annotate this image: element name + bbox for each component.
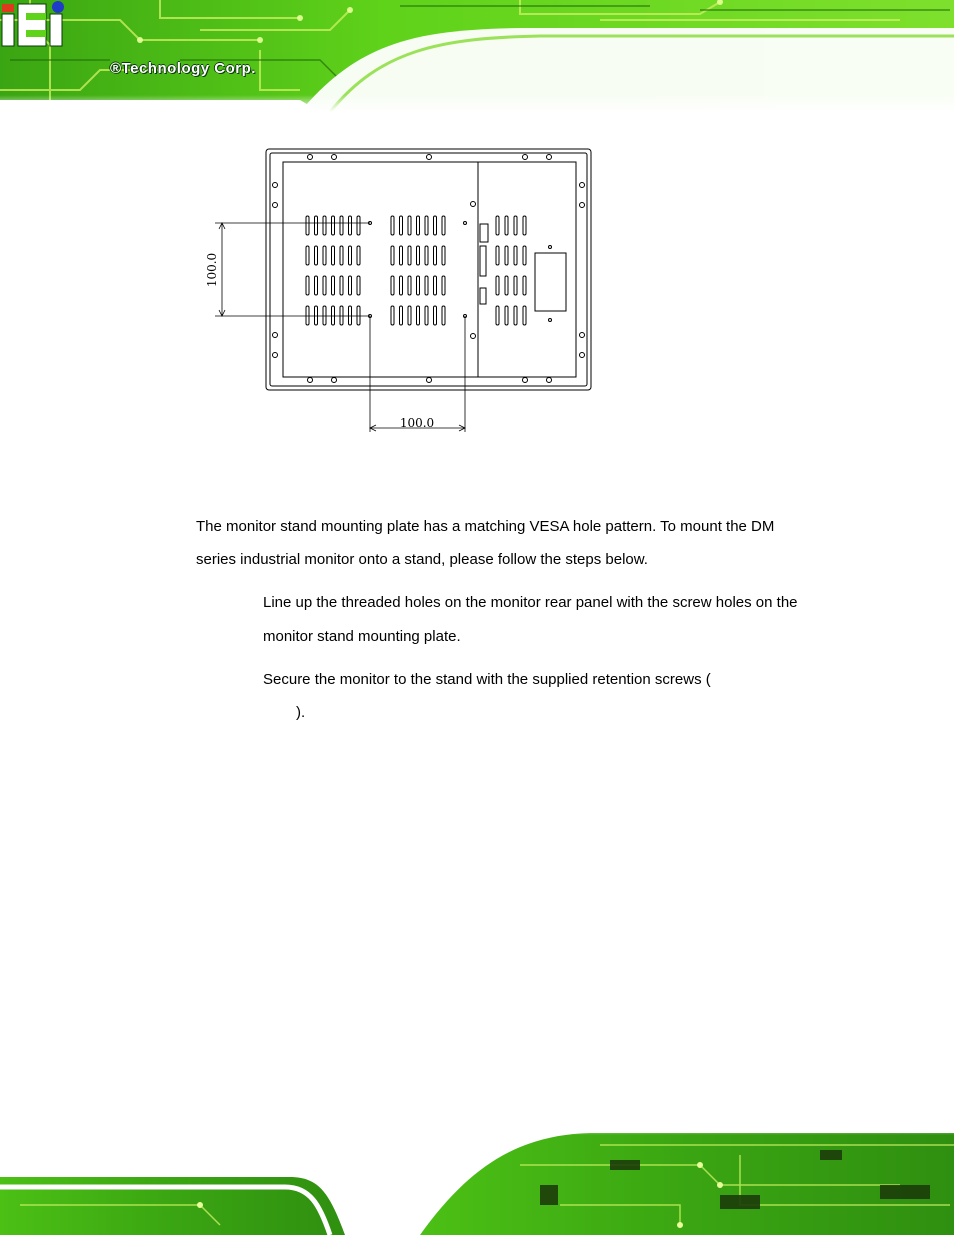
vent-slot bbox=[315, 276, 318, 295]
vent-slot bbox=[349, 306, 352, 325]
vent-slot bbox=[434, 246, 437, 265]
vent-slot bbox=[523, 306, 526, 325]
vent-slot bbox=[340, 276, 343, 295]
page-footer bbox=[0, 1125, 954, 1235]
vent-slot bbox=[357, 246, 360, 265]
vent-slot bbox=[323, 276, 326, 295]
rear-panel-drawing bbox=[200, 140, 600, 440]
vent-slot bbox=[408, 216, 411, 235]
vent-slot bbox=[417, 276, 420, 295]
intro-line-1: The monitor stand mounting plate has a matching VESA hole pattern. To mount the DM bbox=[196, 518, 775, 535]
vent-slot bbox=[357, 306, 360, 325]
vent-slot bbox=[408, 276, 411, 295]
vent-slot bbox=[340, 306, 343, 325]
vent-slot bbox=[408, 246, 411, 265]
vent-slot bbox=[505, 216, 508, 235]
vent-slot bbox=[434, 276, 437, 295]
vent-slot bbox=[340, 216, 343, 235]
vent-slot bbox=[315, 216, 318, 235]
pcb-footer-banner bbox=[0, 1125, 954, 1235]
vent-slot bbox=[357, 216, 360, 235]
vent-slot bbox=[323, 216, 326, 235]
step-2-line-1: Secure the monitor to the stand with the supplied retention screws ( bbox=[263, 671, 711, 688]
iei-logo-icon bbox=[0, 0, 70, 50]
vent-slot bbox=[332, 306, 335, 325]
step-1-line-1: Line up the threaded holes on the monitor rear panel with the screw holes on the bbox=[263, 594, 798, 611]
horizontal-dimension-label: 100.0 bbox=[399, 416, 435, 430]
vent-slot bbox=[442, 246, 445, 265]
vent-slot bbox=[391, 246, 394, 265]
step-2-line-2: ). bbox=[296, 704, 306, 721]
vent-slot bbox=[306, 216, 309, 235]
vent-slot bbox=[523, 276, 526, 295]
vent-slot bbox=[505, 306, 508, 325]
vent-slot bbox=[323, 306, 326, 325]
vent-slot bbox=[306, 276, 309, 295]
vent-slot bbox=[496, 306, 499, 325]
vent-slot bbox=[514, 246, 517, 265]
vent-slot bbox=[514, 306, 517, 325]
vent-slot bbox=[349, 246, 352, 265]
vent-slot bbox=[357, 276, 360, 295]
vent-slot bbox=[306, 246, 309, 265]
vent-slot bbox=[425, 306, 428, 325]
vent-slot bbox=[332, 276, 335, 295]
vent-slot bbox=[417, 306, 420, 325]
vent-slot bbox=[349, 276, 352, 295]
vent-slot bbox=[434, 216, 437, 235]
rear-panel bbox=[283, 162, 576, 377]
step-1-line-2: monitor stand mounting plate. bbox=[263, 628, 461, 645]
vent-slot bbox=[332, 246, 335, 265]
vent-slot bbox=[442, 306, 445, 325]
vent-slot bbox=[442, 216, 445, 235]
ventilation-slots bbox=[306, 216, 526, 325]
vent-slot bbox=[523, 216, 526, 235]
vent-slot bbox=[315, 306, 318, 325]
vent-slot bbox=[425, 276, 428, 295]
vent-slot bbox=[306, 306, 309, 325]
vent-slot bbox=[514, 276, 517, 295]
vent-slot bbox=[417, 216, 420, 235]
vent-slot bbox=[514, 216, 517, 235]
vent-slot bbox=[496, 246, 499, 265]
vent-slot bbox=[408, 306, 411, 325]
vertical-dimension-label: 100.0 bbox=[205, 252, 219, 288]
page-header bbox=[0, 0, 954, 112]
vent-slot bbox=[400, 216, 403, 235]
vent-slot bbox=[505, 276, 508, 295]
vent-slot bbox=[417, 246, 420, 265]
vent-slot bbox=[340, 246, 343, 265]
vent-slot bbox=[323, 246, 326, 265]
vent-slot bbox=[332, 216, 335, 235]
vent-slot bbox=[496, 276, 499, 295]
intro-line-2: series industrial monitor onto a stand, please follow the steps below. bbox=[196, 551, 648, 568]
vent-slot bbox=[425, 216, 428, 235]
vent-slot bbox=[442, 276, 445, 295]
vent-slot bbox=[391, 306, 394, 325]
vent-slot bbox=[400, 276, 403, 295]
vent-slot bbox=[400, 306, 403, 325]
vent-slot bbox=[434, 306, 437, 325]
vent-slot bbox=[400, 246, 403, 265]
vent-slot bbox=[349, 216, 352, 235]
vent-slot bbox=[523, 246, 526, 265]
vent-slot bbox=[425, 246, 428, 265]
vent-slot bbox=[315, 246, 318, 265]
vent-slot bbox=[391, 216, 394, 235]
label-plate bbox=[535, 253, 566, 311]
vent-slot bbox=[496, 216, 499, 235]
company-name: ®Technology Corp. bbox=[110, 60, 256, 77]
monitor-outer-frame bbox=[266, 149, 591, 390]
pcb-header-banner bbox=[0, 0, 954, 112]
vent-slot bbox=[391, 276, 394, 295]
vent-slot bbox=[505, 246, 508, 265]
